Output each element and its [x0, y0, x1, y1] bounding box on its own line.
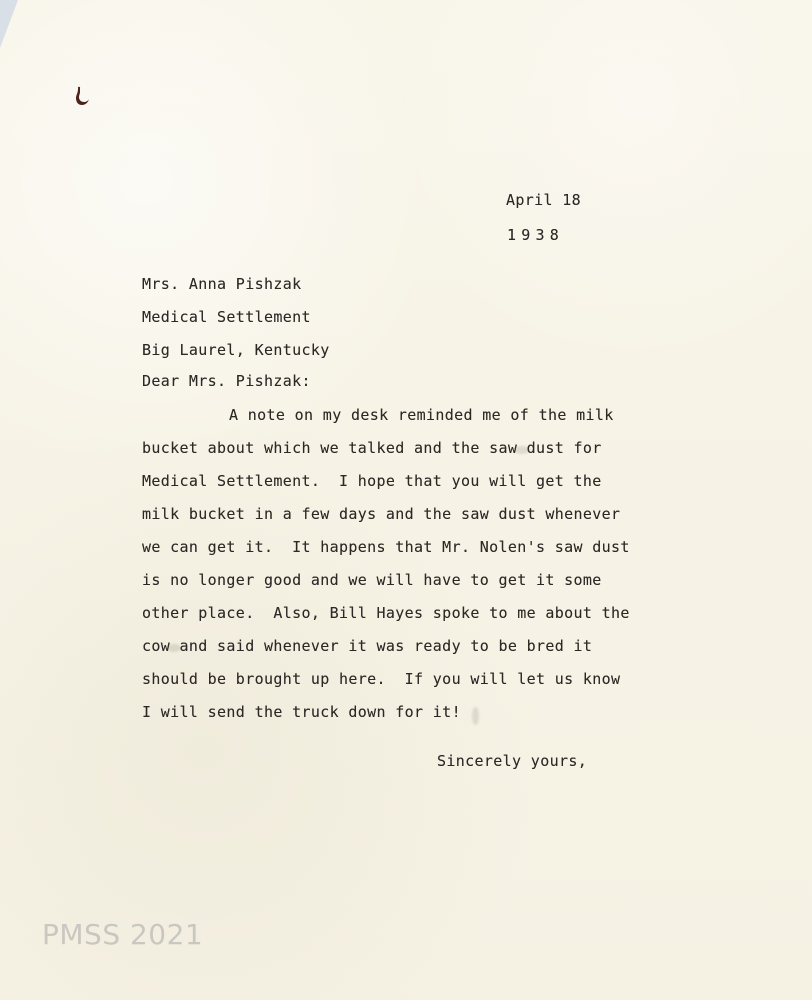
- letter-body-line-6: is no longer good and we will have to get it some: [142, 571, 602, 589]
- recipient-location: Big Laurel, Kentucky: [142, 341, 330, 359]
- recipient-organization: Medical Settlement: [142, 308, 311, 326]
- letter-body-line-7: other place. Also, Bill Hayes spoke to me about the: [142, 604, 630, 622]
- paper-corner-fold: [0, 0, 18, 48]
- pmss-watermark: PMSS 2021: [42, 918, 204, 951]
- letter-date-month-day: April 18: [506, 191, 582, 209]
- letter-salutation: Dear Mrs. Pishzak:: [142, 372, 311, 390]
- letter-body-line-8: cow and said whenever it was ready to be bred it: [142, 637, 593, 655]
- letter-date-year: 1938: [507, 226, 564, 244]
- letter-body-line-3: Medical Settlement. I hope that you will get the: [142, 472, 602, 490]
- letter-body-line-4: milk bucket in a few days and the saw dust whenever: [142, 505, 621, 523]
- letter-body-line-5: we can get it. It happens that Mr. Nolen's saw dust: [142, 538, 630, 556]
- letter-body-line-9: should be brought up here. If you will let us know: [142, 670, 621, 688]
- ink-mark-icon: [73, 86, 91, 108]
- ink-smudge: [514, 446, 530, 454]
- letter-body-line-10: I will send the truck down for it!: [142, 703, 461, 721]
- letter-body-line-1: A note on my desk reminded me of the milk: [229, 406, 614, 424]
- letter-body-line-2: bucket about which we talked and the saw dust for: [142, 439, 602, 457]
- recipient-name: Mrs. Anna Pishzak: [142, 275, 302, 293]
- ink-smudge: [472, 707, 479, 725]
- letter-closing: Sincerely yours,: [437, 752, 588, 770]
- ink-smudge: [167, 644, 181, 652]
